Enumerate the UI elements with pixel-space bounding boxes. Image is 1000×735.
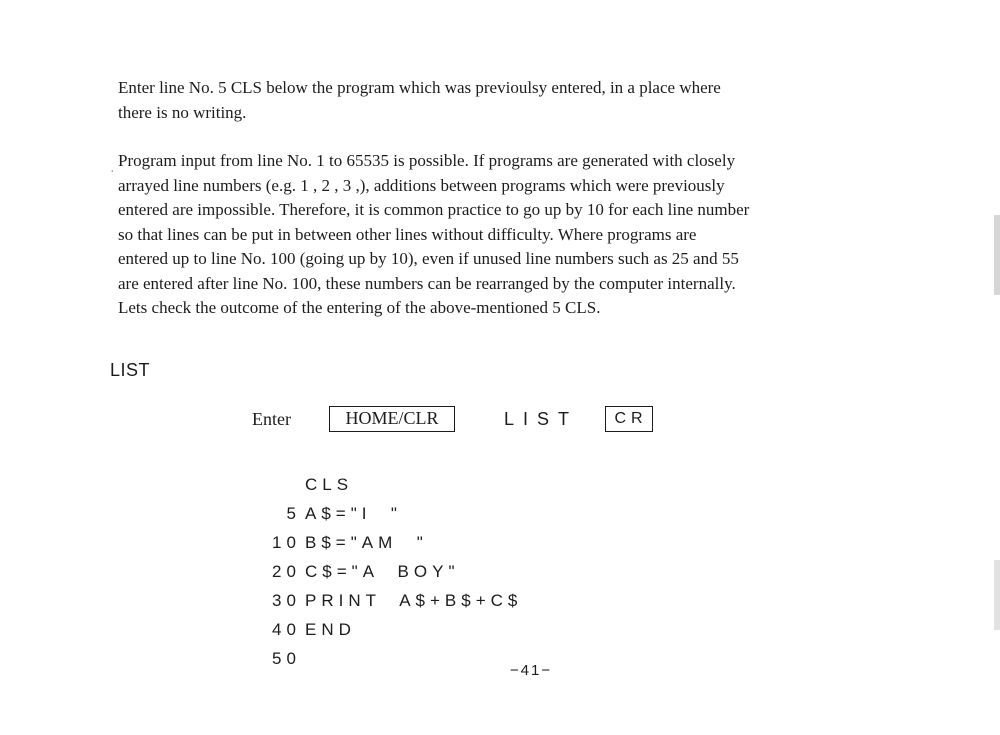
list-command: LIST <box>504 409 579 429</box>
line-number: 5 <box>286 504 301 523</box>
note-line: Lets check the outcome of the entering of the above-mentioned 5 CLS. <box>118 298 601 317</box>
statement: B$="AM " <box>305 533 428 552</box>
note-line: Program input from line No. 1 to 65535 is possible. If programs are generated with closely <box>118 151 736 170</box>
statement: A$="I " <box>305 504 402 523</box>
note-line: entered are impossible. Therefore, it is common practice to go up by 10 for each line number <box>118 200 750 219</box>
home-clr-key: HOME/CLR <box>329 406 455 432</box>
instruction-row <box>0 406 1000 436</box>
program-listing <box>240 470 523 668</box>
bullet-mark: ˌ <box>110 157 115 172</box>
statement: C$="A BOY" <box>305 562 460 581</box>
listing-row <box>240 615 356 668</box>
line-number-note-paragraph <box>118 149 948 321</box>
line-number: 30 <box>271 591 301 610</box>
line-number: 20 <box>271 562 301 581</box>
note-line: so that lines can be put in between other lines without difficulty. Where programs are <box>118 224 697 244</box>
page-number: −41− <box>509 662 553 679</box>
cr-key: CR <box>605 406 653 432</box>
section-heading: LIST <box>110 360 151 380</box>
statement: END <box>305 620 356 639</box>
enter-label: Enter <box>252 409 291 429</box>
line-number: 50 <box>271 649 301 668</box>
note-line: are entered after line No. 100, these numbers can be rearranged by the computer internally. <box>118 273 736 293</box>
intro-line: there is no writing. <box>118 102 247 122</box>
line-number: 10 <box>271 533 301 552</box>
statement: PRINT A$+B$+C$ <box>305 591 523 610</box>
note-line: entered up to line No. 100 (going up by 10), even if unused line numbers such as 25 and 55 <box>118 249 739 268</box>
statement: CLS <box>305 475 354 494</box>
scan-edge-shadow <box>994 560 1000 630</box>
scan-edge-shadow <box>994 215 1000 295</box>
line-number: 40 <box>271 620 301 639</box>
intro-line: Enter line No. 5 CLS below the program which was previoulsy entered, in a place where <box>118 78 721 97</box>
intro-paragraph <box>118 76 948 125</box>
note-line: arrayed line numbers (e.g. 1 , 2 , 3 ,), additions between programs which were previously <box>118 175 725 195</box>
